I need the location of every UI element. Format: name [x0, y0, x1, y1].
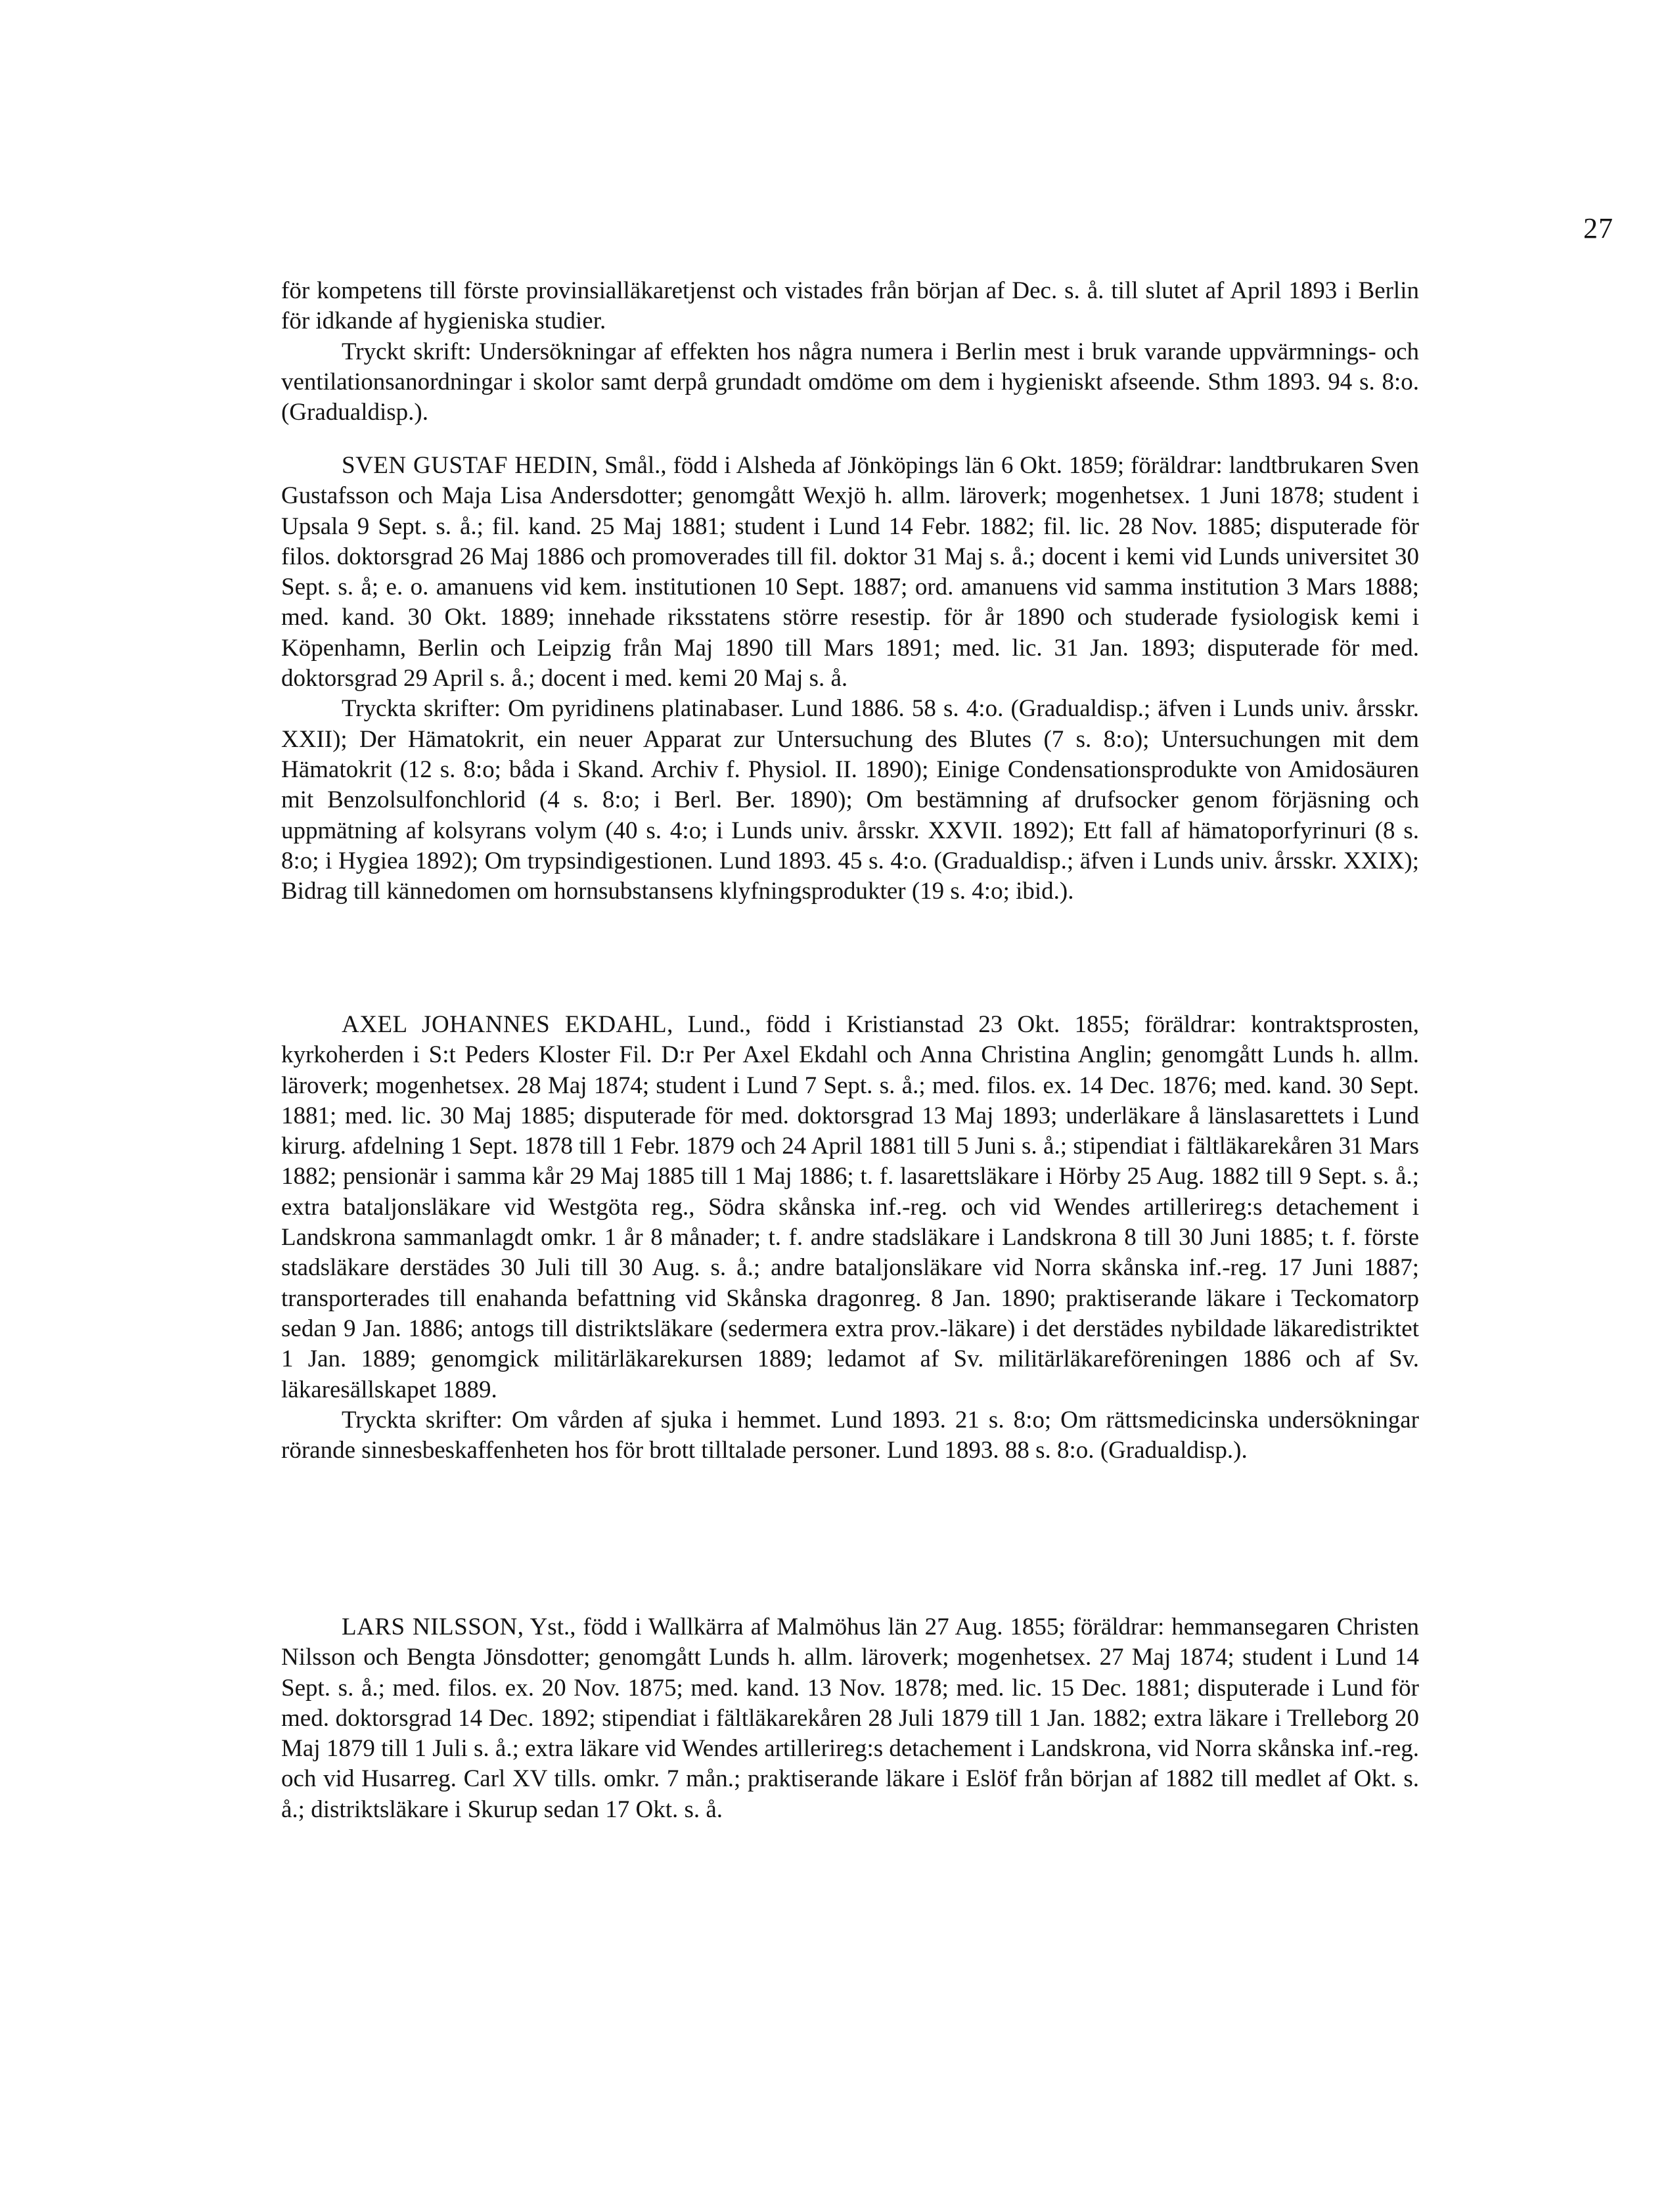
entry-ekdahl — [281, 1010, 1419, 1466]
paragraph — [281, 1010, 1419, 1405]
entry-nilsson — [281, 1612, 1419, 1825]
entry-name: LARS NILSSON — [342, 1614, 518, 1640]
entry-continuation — [281, 276, 1419, 428]
entry-body: , Smål., född i Alsheda af Jönköpings län 6 Okt. 1859; föräldrar: landtbrukaren Sven Gustafsson och Maja Lisa Andersdotter; genomgått Wexjö h. allm. läroverk; mogenhetsex. 1 Juni 1878; student i Upsala 9 Sept. s. å.; fil. kand. 25 Maj 1881; student i Lund 14 Febr. 1882; fil. lic. 28 Nov. 1885; disputerade för filos. doktorsgrad 26 Maj 1886 och promoverades till fil. doktor 31 Maj s. å.; docent i kemi vid Lunds universitet 30 Sept. s. å; e. o. amanuens vid kem. institutionen 10 Sept. 1887; ord. amanuens vid samma institution 3 Mars 1888; med. kand. 30 Okt. 1889; innehade riksstatens större resestip. för år 1890 och studerade fysiologisk kemi i Köpenhamn, Berlin och Leipzig från Maj 1890 till Mars 1891; med. lic. 31 Jan. 1893; disputerade för med. doktorsgrad 29 April s. å.; docent i med. kemi 20 Maj s. å. — [281, 452, 1420, 692]
paragraph: för kompetens till förste provinsialläkaretjenst och vistades från början af Dec. s. å. till slutet af April 1893 i Berlin för idkande af hygieniska studier. — [281, 277, 1419, 335]
paragraph — [281, 1612, 1419, 1825]
entry-hedin — [281, 451, 1419, 907]
entry-body: , Yst., född i Wallkärra af Malmöhus län 27 Aug. 1855; föräldrar: hemmansegaren Christen Nilsson och Bengta Jönsdotter; genomgått Lunds h. allm. läroverk; mogenhetsex. 27 Maj 1874; student i Lund 14 Sept. s. å.; med. filos. ex. 20 Nov. 1875; med. kand. 13 Nov. 1878; med. lic. 15 Dec. 1881; disputerade i Lund för med. doktorsgrad 14 Dec. 1892; stipendiat i fältläkarekåren 28 Juli 1879 till 1 Jan. 1882; extra läkare i Trelleborg 20 Maj 1879 till 1 Juli s. å.; extra läkare vid Wendes artillerireg:s detachement i Landskrona, vid Norra skånska inf.-reg. och vid Husarreg. Carl XV tills. omkr. 7 mån.; praktiserande läkare i Eslöf från början af 1882 till medlet af Okt. s. å.; distriktsläkare i Skurup sedan 17 Okt. s. å. — [281, 1614, 1419, 1823]
paragraph: Tryckta skrifter: Om pyridinens platinabaser. Lund 1886. 58 s. 4:o. (Gradualdisp.; äfven i Lunds univ. årsskr. XXII); Der Hämatokrit, ein neuer Apparat zur Untersuchung des Blutes (7 s. 8:o); Untersuchungen mit dem Hämatokrit (12 s. 8:o; båda i Skand. Archiv f. Physiol. II. 1890); Einige Condensationsprodukte von Amidosäuren mit Benzolsulfonchlorid (4 s. 8:o; i Berl. Ber. 1890); Om bestämning af drufsocker genom förjäsning och uppmätning af kolsyrans volym (40 s. 4:o; i Lunds univ. årsskr. XXVII. 1892); Ett fall af hämatoporfyrinuri (8 s. 8:o; i Hygiea 1892); Om trypsindigestionen. Lund 1893. 45 s. 4:o. (Gradualdisp.; äfven i Lunds univ. årsskr. XXIX); Bidrag till kännedomen om hornsubstansens klyfningsprodukter (19 s. 4:o; ibid.). — [281, 695, 1419, 905]
entry-name: SVEN GUSTAF HEDIN — [342, 452, 592, 479]
entry-name: AXEL JOHANNES EKDAHL — [342, 1011, 667, 1038]
paragraph: Tryckt skrift: Undersökningar af effekten hos några numera i Berlin mest i bruk varande uppvärmnings- och ventilationsanordningar i skolor samt derpå grundadt omdöme om dem i hygieniskt afseende. Sthm 1893. 94 s. 8:o. (Gradualdisp.). — [281, 338, 1419, 426]
paragraph: Tryckta skrifter: Om vården af sjuka i hemmet. Lund 1893. 21 s. 8:o; Om rättsmedicinska undersökningar rörande sinnesbeskaffenheten hos för brott tilltalade personer. Lund 1893. 88 s. 8:o. (Gradualdisp.). — [281, 1406, 1419, 1464]
entry-body: , Lund., född i Kristianstad 23 Okt. 1855; föräldrar: kontraktsprosten, kyrkoherden i S:t Peders Kloster Fil. D:r Per Axel Ekdahl och Anna Christina Anglin; genomgått Lunds h. allm. läroverk; mogenhetsex. 28 Maj 1874; student i Lund 7 Sept. s. å.; med. filos. ex. 14 Dec. 1876; med. kand. 30 Sept. 1881; med. lic. 30 Maj 1885; disputerade för med. doktorsgrad 13 Maj 1893; underläkare å länslasarettets i Lund kirurg. afdelning 1 Sept. 1878 till 1 Febr. 1879 och 24 April 1881 till 5 Juni s. å.; stipendiat i fältläkarekåren 31 Mars 1882; pensionär i samma kår 29 Maj 1885 till 1 Maj 1886; t. f. lasarettsläkare i Hörby 25 Aug. 1882 till 9 Sept. s. å.; extra bataljonsläkare vid Westgöta reg., Södra skånska inf.-reg. och vid Wendes artillerireg:s detachement i Landskrona sammanlagdt omkr. 1 år 8 månader; t. f. andre stadsläkare i Landskrona 8 till 30 Juni 1885; t. f. förste stadsläkare derstädes 30 Juli till 30 Aug. s. å.; andre bataljonsläkare vid Norra skånska inf.-reg. 17 Juni 1887; transporterades till enahanda befattning vid Skånska dragonreg. 8 Jan. 1890; praktiserande läkare i Teckomatorp sedan 9 Jan. 1886; antogs till distriktsläkare (sedermera extra prov.-läkare) i det derstädes nybildade läkaredistriktet 1 Jan. 1889; genomgick militärläkarekursen 1889; ledamot af Sv. militärläkareföreningen 1886 och af Sv. läkaresällskapet 1889. — [281, 1011, 1420, 1403]
page-number: 27 — [1583, 212, 1614, 244]
paragraph — [281, 451, 1419, 694]
